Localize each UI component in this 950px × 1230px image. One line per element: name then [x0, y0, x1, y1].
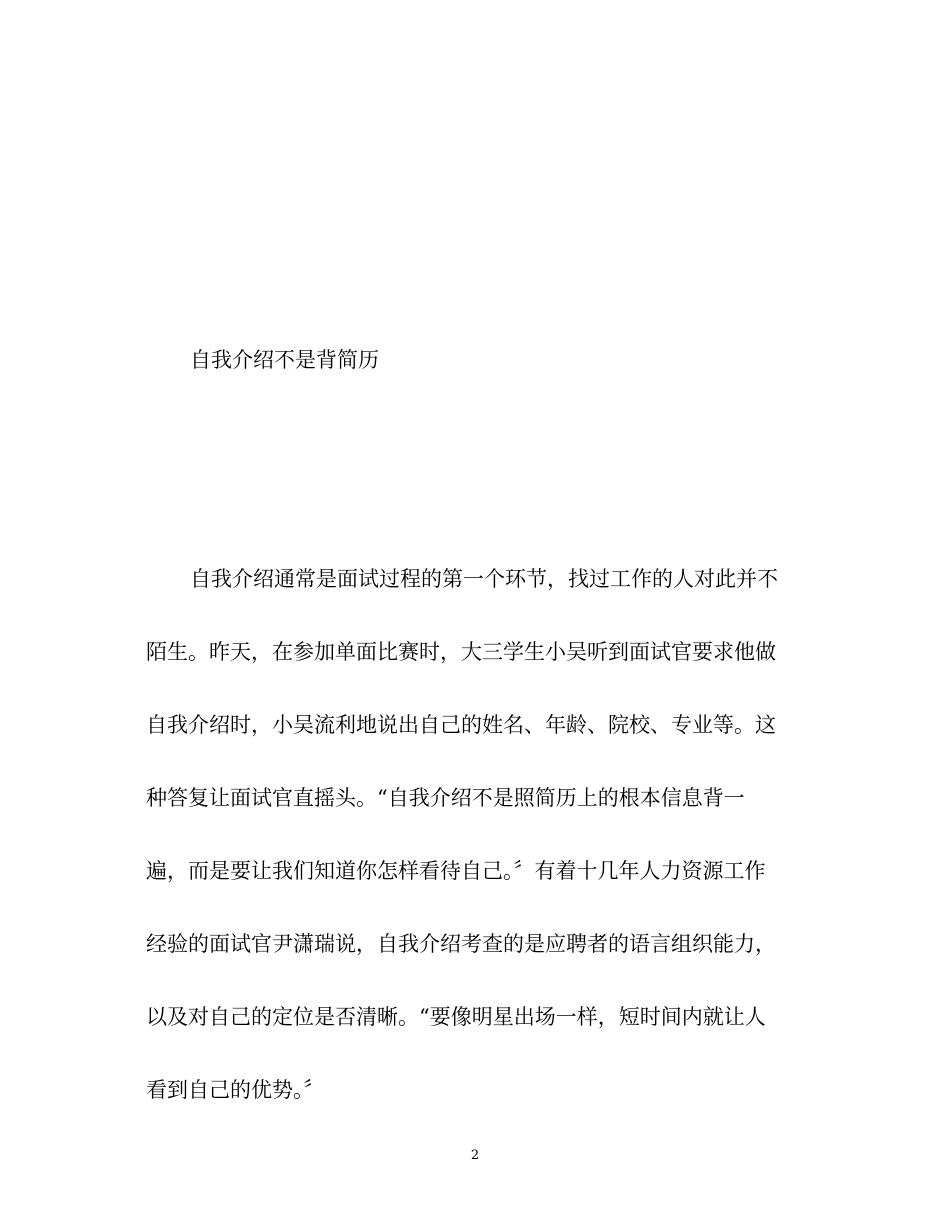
paragraph-line: 陌生。昨天，在参加单面比赛时，大三学生小吴听到面试官要求他做 — [146, 640, 776, 664]
paragraph-line: 经验的面试官尹潇瑞说，自我介绍考查的是应聘者的语言组织能力， — [146, 932, 776, 956]
paragraph-line: 自我介绍通常是面试过程的第一个环节，找过工作的人对此并不 — [190, 567, 778, 591]
paragraph-line: 看到自己的优势。〞 — [146, 1078, 325, 1102]
paragraph-line: 以及对自己的定位是否清晰。“要像明星出场一样，短时间内就让人 — [146, 1005, 766, 1029]
page-number: 2 — [470, 1148, 480, 1163]
paragraph-line: 自我介绍时，小吴流利地说出自己的姓名、年龄、院校、专业等。这 — [146, 713, 776, 737]
paragraph-line: 遍，而是要让我们知道你怎样看待自己。〞有着十几年人力资源工作 — [146, 859, 766, 883]
section-heading: 自我介绍不是背简历 — [190, 348, 379, 372]
paragraph-line: 种答复让面试官直摇头。“自我介绍不是照简历上的根本信息背一 — [146, 786, 745, 810]
